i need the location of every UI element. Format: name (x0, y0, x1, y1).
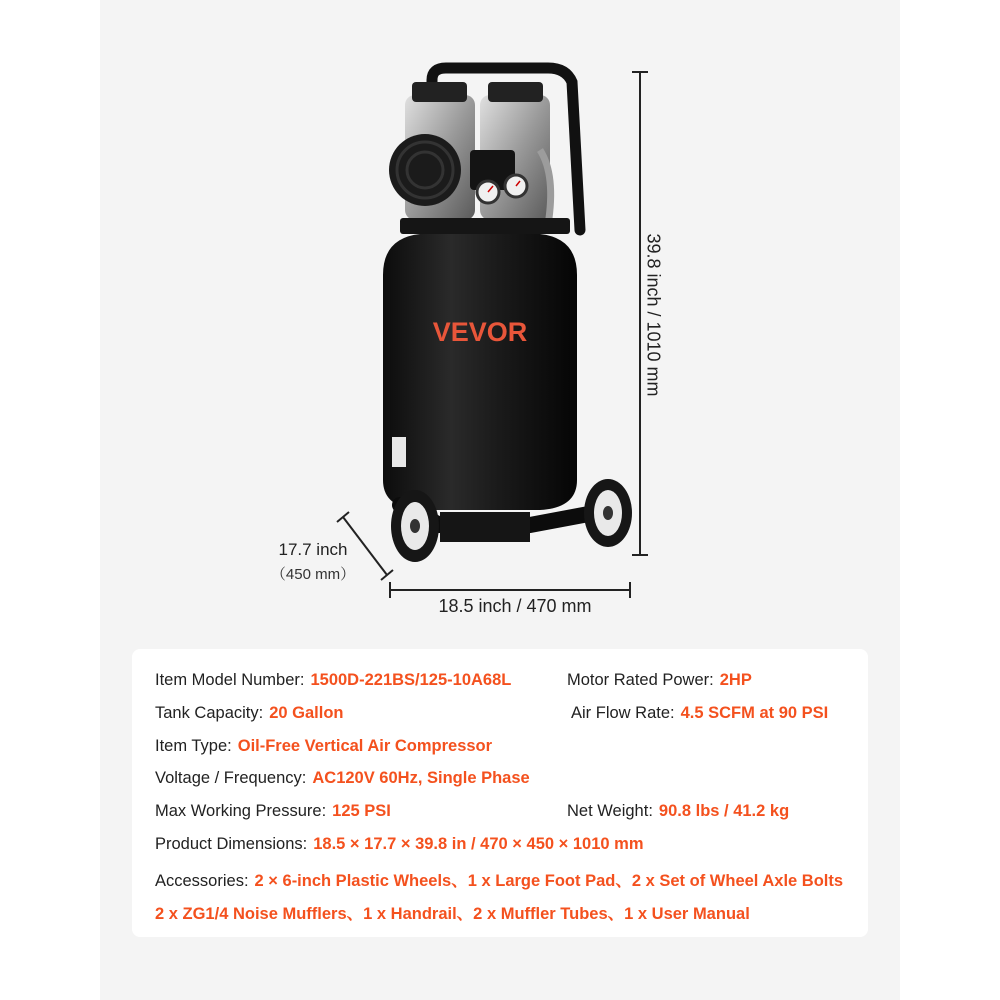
height-dimension-label: 39.8 inch / 1010 mm (643, 233, 664, 397)
spec-value: AC120V 60Hz, Single Phase (312, 769, 530, 787)
spec-value: 2 × 6-inch Plastic Wheels、1 x Large Foot Pad、2 x Set of Wheel Axle Bolts (254, 872, 844, 890)
spec-value: 1500D-221BS/125-10A68L (310, 671, 512, 689)
spec-value: Oil-Free Vertical Air Compressor (237, 737, 493, 755)
spec-max-pressure (155, 802, 391, 821)
spec-label: Item Type: (155, 737, 232, 755)
spec-item-type (155, 737, 492, 756)
spec-label: Net Weight: (567, 802, 653, 820)
spec-value: 2 x ZG1/4 Noise Mufflers、1 x Handrail、2 x Muffler Tubes、1 x User Manual (155, 905, 750, 923)
depth-dimension-inch-label: 17.7 inch (278, 540, 348, 559)
depth-dimension-mm-label: （450 mm） (270, 566, 356, 583)
spec-label: Motor Rated Power: (567, 671, 714, 689)
spec-label: Air Flow Rate: (571, 704, 675, 722)
spec-value: 90.8 lbs / 41.2 kg (658, 802, 790, 820)
spec-value: 20 Gallon (269, 704, 344, 722)
spec-label: Voltage / Frequency: (155, 769, 307, 787)
spec-label: Item Model Number: (155, 671, 305, 689)
spec-value: 18.5 × 17.7 × 39.8 in / 470 × 450 × 1010 mm (313, 835, 644, 853)
spec-voltage (155, 769, 530, 788)
spec-value: 4.5 SCFM at 90 PSI (680, 704, 829, 722)
spec-product-dimensions (155, 835, 643, 854)
spec-net-weight (567, 802, 789, 821)
spec-value: 2HP (719, 671, 752, 689)
spec-accessories-continued (155, 900, 750, 924)
spec-motor-power (567, 671, 752, 690)
width-dimension-label: 18.5 inch / 470 mm (438, 596, 592, 616)
spec-tank-capacity (155, 704, 344, 723)
spec-model-number (155, 671, 511, 690)
spec-air-flow (571, 704, 828, 723)
spec-label: Max Working Pressure: (155, 802, 327, 820)
vevor-logo: VEVOR (432, 317, 528, 347)
spec-label: Tank Capacity: (155, 704, 264, 722)
specifications-panel (132, 649, 868, 937)
spec-label: Product Dimensions: (155, 835, 308, 853)
spec-label: Accessories: (155, 872, 249, 890)
spec-accessories (155, 867, 843, 891)
spec-value: 125 PSI (332, 802, 391, 820)
